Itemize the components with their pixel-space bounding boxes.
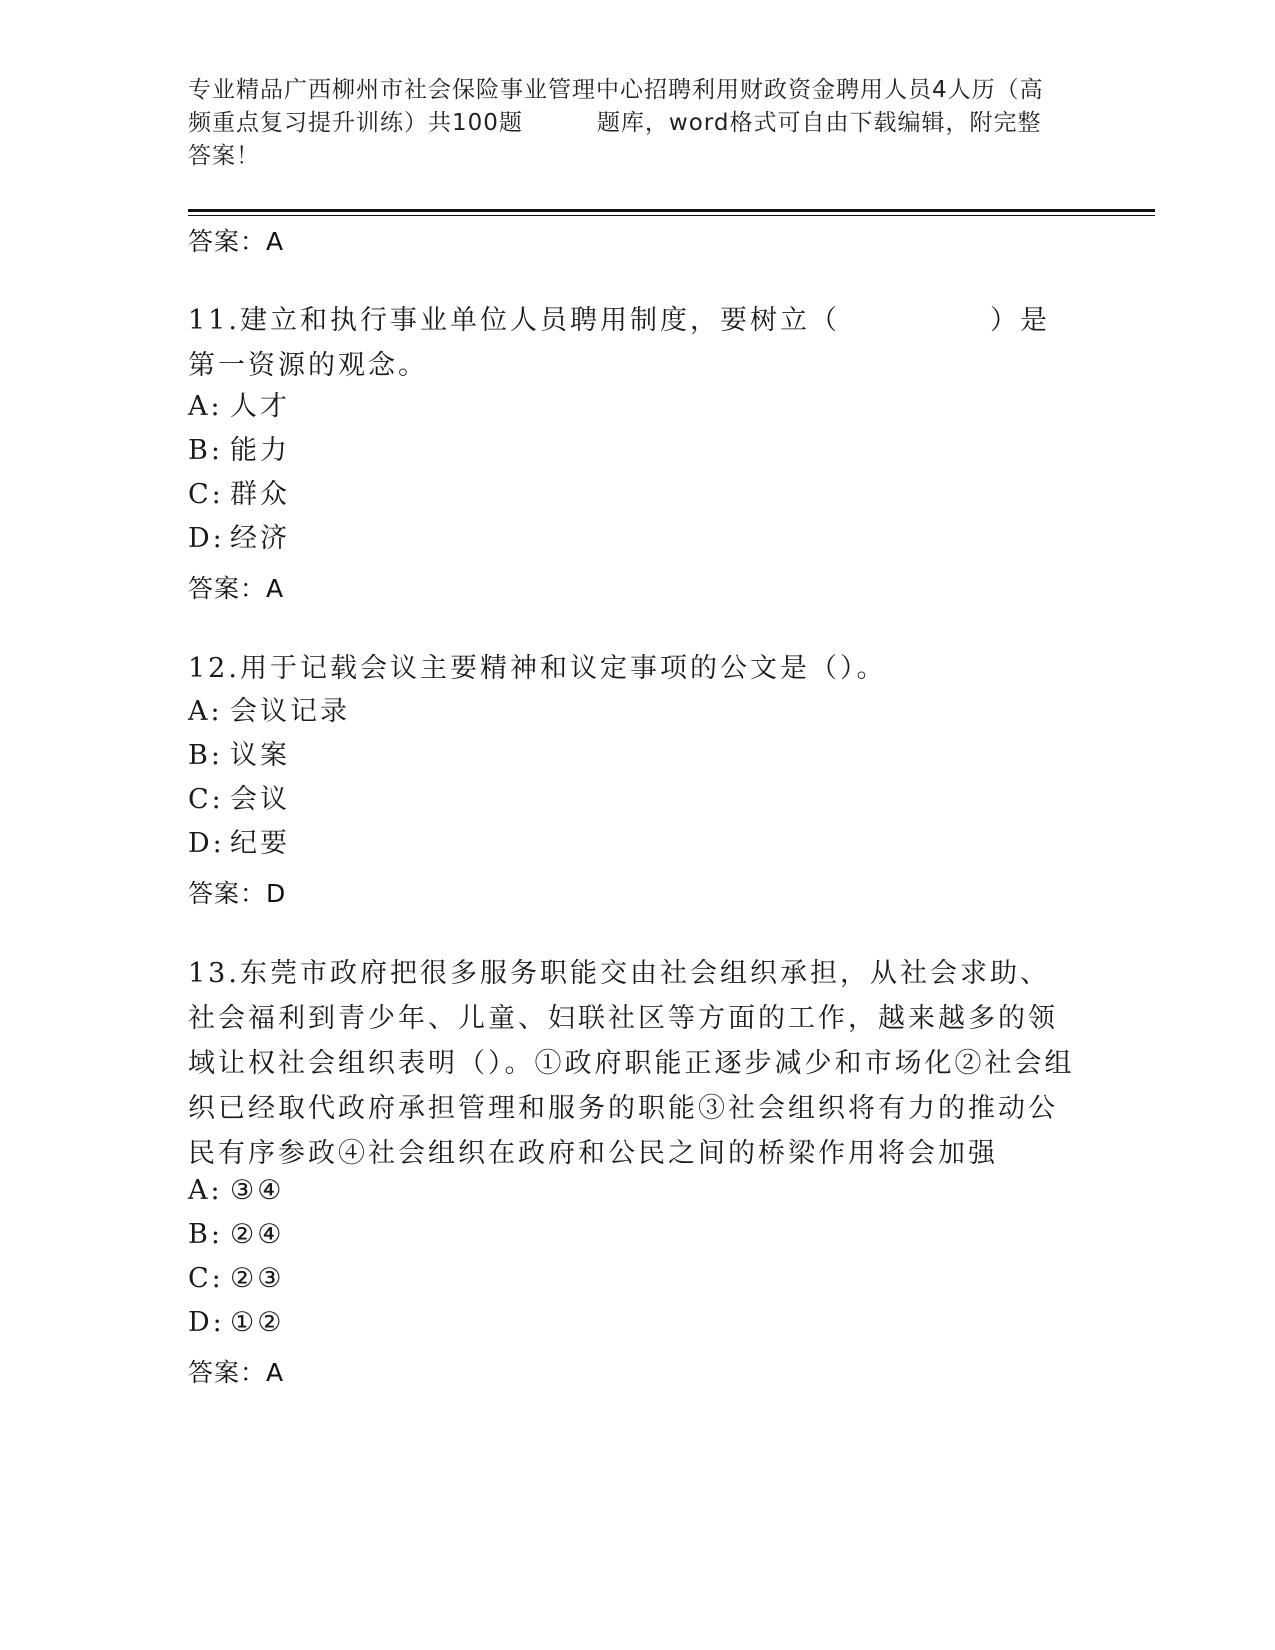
option-text: 会议 [230,784,290,815]
question-12-option-b [188,736,290,776]
header-title-line-1: 专业精品广西柳州市社会保险事业管理中心招聘利用财政资金聘用人员4人历（高 [188,77,1044,103]
question-12-text: 12.用于记载会议主要精神和议定事项的公文是（）。 [188,653,887,684]
option-letter: A: [188,696,223,727]
option-letter: D: [188,523,225,554]
option-text: 群众 [230,479,290,510]
header-title-line-2b: 题库，word格式可自由下载编辑，附完整 [596,110,1042,136]
question-11-text: 11.建立和执行事业单位人员聘用制度，要树立（ ）是第一资源的观念。 [188,305,1050,381]
option-text: 会议记录 [230,696,350,727]
option-letter: C: [188,479,224,510]
question-12-answer: 答案：D [188,879,287,908]
question-11-option-b [188,431,290,471]
option-text: 人才 [230,391,290,422]
header-divider-thin [188,215,1155,216]
header-title-line-2 [188,107,1088,140]
question-11-option-c [188,475,290,515]
question-13-answer: 答案：A [188,1358,285,1387]
question-11-answer: 答案：A [188,574,285,603]
option-letter: B: [188,435,223,466]
option-letter: B: [188,1219,223,1250]
question-12-option-a [188,692,350,732]
option-text: ②④ [230,1219,285,1250]
option-text: ①② [230,1307,285,1338]
option-text: ②③ [230,1263,285,1294]
option-letter: A: [188,391,223,422]
option-text: 能力 [230,435,290,466]
option-text: 经济 [230,523,290,554]
question-12-option-c [188,780,290,820]
option-letter: C: [188,784,224,815]
header-title-line-2a: 频重点复习提升训练）共100题 [188,110,523,136]
document-header-title [188,74,1088,173]
question-13-text: 13.东莞市政府把很多服务职能交由社会组织承担，从社会求助、社会福利到青少年、儿童、妇联社区等方面的工作，越来越多的领域让权社会组织表明（）。①政府职能正逐步减少和市场化②社会组织已经取代政府承担管理和服务的职能③社会组织将有力的推动公民有序参政④社会组织在政府和公民之间的桥梁作用将会加强 [188,958,1075,1169]
option-letter: A: [188,1175,223,1206]
option-text: 纪要 [230,828,290,859]
question-13-option-b [188,1215,284,1255]
question-11-option-d [188,519,290,559]
option-letter: D: [188,828,225,859]
question-11-option-a [188,387,290,427]
option-letter: D: [188,1307,225,1338]
header-divider-thick [188,209,1155,212]
header-title-line-3: 答案！ [188,143,260,169]
question-12-option-d [188,824,290,864]
option-text: 议案 [230,740,290,771]
option-letter: B: [188,740,223,771]
option-text: ③④ [230,1175,285,1206]
option-letter: C: [188,1263,224,1294]
question-13-option-d [188,1303,284,1343]
question-13-option-c [188,1259,284,1299]
question-13-option-a [188,1171,284,1211]
previous-question-answer: 答案：A [188,227,285,256]
